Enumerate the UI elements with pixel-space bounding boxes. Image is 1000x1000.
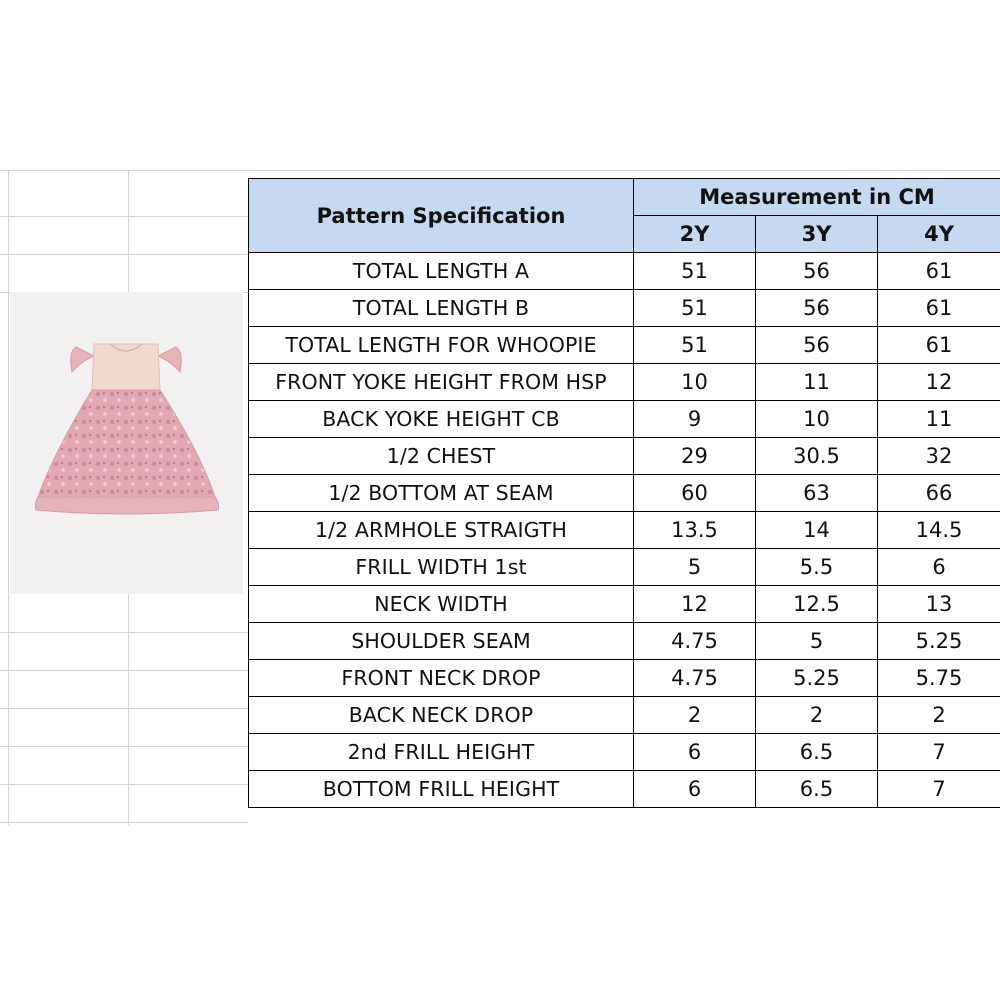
spec-value-4y: 61 xyxy=(878,253,1000,290)
spec-value-2y: 12 xyxy=(634,586,756,623)
table-row xyxy=(249,512,1000,549)
spec-label: TOTAL LENGTH B xyxy=(249,290,634,327)
table-row xyxy=(249,364,1000,401)
spec-label: TOTAL LENGTH A xyxy=(249,253,634,290)
grid-line xyxy=(0,708,248,709)
table-row xyxy=(249,401,1000,438)
spec-value-2y: 60 xyxy=(634,475,756,512)
spec-value-4y: 5.75 xyxy=(878,660,1000,697)
measurement-header: Measurement in CM xyxy=(634,179,1000,216)
spec-value-4y: 7 xyxy=(878,771,1000,808)
table-row xyxy=(249,438,1000,475)
pattern-spec-header: Pattern Specification xyxy=(249,179,634,253)
header-row xyxy=(249,179,1000,216)
grid-line xyxy=(0,170,1000,171)
spec-label: 1/2 ARMHOLE STRAIGTH xyxy=(249,512,634,549)
spec-value-4y: 32 xyxy=(878,438,1000,475)
grid-line xyxy=(0,670,248,671)
spec-value-2y: 6 xyxy=(634,734,756,771)
size-header: 3Y xyxy=(756,216,878,253)
table-row xyxy=(249,697,1000,734)
table-row xyxy=(249,623,1000,660)
table-row xyxy=(249,734,1000,771)
grid-line xyxy=(0,216,248,217)
spec-value-2y: 10 xyxy=(634,364,756,401)
spec-label: FRONT NECK DROP xyxy=(249,660,634,697)
pattern-spec-table xyxy=(248,178,1000,808)
spec-value-4y: 13 xyxy=(878,586,1000,623)
spec-value-2y: 5 xyxy=(634,549,756,586)
spec-label: FRONT YOKE HEIGHT FROM HSP xyxy=(249,364,634,401)
spec-label: BACK YOKE HEIGHT CB xyxy=(249,401,634,438)
spec-value-3y: 14 xyxy=(756,512,878,549)
spec-value-3y: 5 xyxy=(756,623,878,660)
spec-value-4y: 7 xyxy=(878,734,1000,771)
spec-value-3y: 56 xyxy=(756,290,878,327)
spec-label: NECK WIDTH xyxy=(249,586,634,623)
spec-value-3y: 12.5 xyxy=(756,586,878,623)
table-row xyxy=(249,771,1000,808)
spec-value-2y: 6 xyxy=(634,771,756,808)
spec-label: TOTAL LENGTH FOR WHOOPIE xyxy=(249,327,634,364)
grid-line xyxy=(0,632,248,633)
spec-value-3y: 5.5 xyxy=(756,549,878,586)
spec-body xyxy=(249,253,1000,808)
spec-value-3y: 63 xyxy=(756,475,878,512)
spec-label: BOTTOM FRILL HEIGHT xyxy=(249,771,634,808)
spec-label: 1/2 BOTTOM AT SEAM xyxy=(249,475,634,512)
table-row xyxy=(249,660,1000,697)
spec-value-3y: 6.5 xyxy=(756,734,878,771)
spec-label: 2nd FRILL HEIGHT xyxy=(249,734,634,771)
spec-value-2y: 9 xyxy=(634,401,756,438)
grid-line xyxy=(0,784,248,785)
spec-value-4y: 5.25 xyxy=(878,623,1000,660)
spec-label: FRILL WIDTH 1st xyxy=(249,549,634,586)
table-row xyxy=(249,290,1000,327)
spec-value-2y: 51 xyxy=(634,327,756,364)
spec-value-3y: 11 xyxy=(756,364,878,401)
table-row xyxy=(249,475,1000,512)
spec-value-4y: 11 xyxy=(878,401,1000,438)
spec-value-3y: 5.25 xyxy=(756,660,878,697)
spec-value-4y: 12 xyxy=(878,364,1000,401)
size-header: 4Y xyxy=(878,216,1000,253)
spec-value-4y: 61 xyxy=(878,327,1000,364)
spec-value-2y: 2 xyxy=(634,697,756,734)
spec-value-3y: 56 xyxy=(756,253,878,290)
spec-value-4y: 61 xyxy=(878,290,1000,327)
spec-value-3y: 56 xyxy=(756,327,878,364)
grid-line xyxy=(0,254,248,255)
grid-line xyxy=(0,822,248,823)
spec-value-3y: 2 xyxy=(756,697,878,734)
spec-value-4y: 66 xyxy=(878,475,1000,512)
spec-value-4y: 2 xyxy=(878,697,1000,734)
spec-value-2y: 4.75 xyxy=(634,660,756,697)
spec-label: 1/2 CHEST xyxy=(249,438,634,475)
spec-value-2y: 51 xyxy=(634,253,756,290)
spec-value-3y: 6.5 xyxy=(756,771,878,808)
spec-value-2y: 13.5 xyxy=(634,512,756,549)
spec-label: BACK NECK DROP xyxy=(249,697,634,734)
spec-value-4y: 6 xyxy=(878,549,1000,586)
spec-value-2y: 29 xyxy=(634,438,756,475)
spec-label: SHOULDER SEAM xyxy=(249,623,634,660)
table-row xyxy=(249,327,1000,364)
grid-line xyxy=(8,170,9,825)
dress-icon xyxy=(10,292,243,594)
spec-value-2y: 4.75 xyxy=(634,623,756,660)
spec-value-3y: 10 xyxy=(756,401,878,438)
table-row xyxy=(249,549,1000,586)
dress-photo xyxy=(10,292,243,594)
grid-line xyxy=(0,746,248,747)
table-row xyxy=(249,586,1000,623)
spec-value-2y: 51 xyxy=(634,290,756,327)
size-header: 2Y xyxy=(634,216,756,253)
table-row xyxy=(249,253,1000,290)
spec-value-4y: 14.5 xyxy=(878,512,1000,549)
spec-value-3y: 30.5 xyxy=(756,438,878,475)
